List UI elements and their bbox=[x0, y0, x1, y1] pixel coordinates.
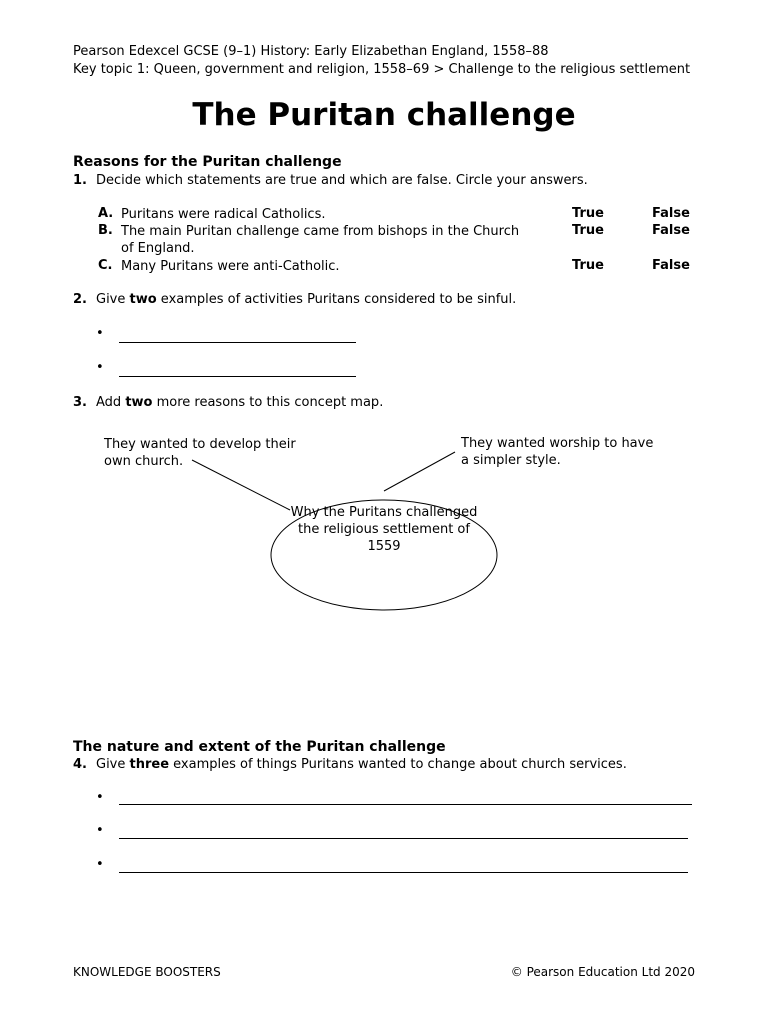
header-course-line: Pearson Edexcel GCSE (9–1) History: Early Elizabethan England, 1558–88 bbox=[73, 44, 549, 59]
q2-bullet-2: • bbox=[96, 360, 104, 375]
concept-map-reason-right: They wanted worship to have a simpler style. bbox=[461, 436, 654, 468]
question-3-number: 3. bbox=[73, 395, 87, 410]
section-heading-reasons: Reasons for the Puritan challenge bbox=[73, 154, 342, 170]
q4-answer-line-3[interactable] bbox=[119, 872, 688, 873]
statement-b-true[interactable]: True bbox=[572, 223, 604, 238]
footer-left-label: KNOWLEDGE BOOSTERS bbox=[73, 965, 221, 979]
statement-c-false[interactable]: False bbox=[652, 258, 690, 273]
section-heading-nature-extent: The nature and extent of the Puritan challenge bbox=[73, 739, 446, 755]
statement-a-text: Puritans were radical Catholics. bbox=[121, 207, 326, 222]
question-2-number: 2. bbox=[73, 292, 87, 307]
statement-a-false[interactable]: False bbox=[652, 206, 690, 221]
page-title: The Puritan challenge bbox=[192, 97, 576, 133]
question-3-text: Add two more reasons to this concept map. bbox=[96, 395, 384, 410]
q4-bullet-2: • bbox=[96, 823, 104, 838]
q4-bullet-1: • bbox=[96, 790, 104, 805]
header-topic-line: Key topic 1: Queen, government and religion, 1558–69 > Challenge to the religious settlement bbox=[73, 62, 691, 77]
statement-b-text: The main Puritan challenge came from bishops in the Church of England. bbox=[121, 224, 520, 256]
question-1-text: Decide which statements are true and which are false. Circle your answers. bbox=[96, 173, 588, 188]
question-4-text: Give three examples of things Puritans wanted to change about church services. bbox=[96, 757, 627, 772]
question-2-text: Give two examples of activities Puritans considered to be sinful. bbox=[96, 292, 517, 307]
concept-map-reason-left: They wanted to develop their own church. bbox=[104, 437, 296, 469]
statement-c-true[interactable]: True bbox=[572, 258, 604, 273]
footer-copyright: © Pearson Education Ltd 2020 bbox=[510, 965, 695, 979]
q4-answer-line-1[interactable] bbox=[119, 804, 692, 805]
statement-a-letter: A. bbox=[98, 206, 114, 221]
q2-bullet-1: • bbox=[96, 326, 104, 341]
q4-bullet-3: • bbox=[96, 857, 104, 872]
statement-c-letter: C. bbox=[98, 258, 113, 273]
q4-answer-line-2[interactable] bbox=[119, 838, 688, 839]
statement-b-false[interactable]: False bbox=[652, 223, 690, 238]
statement-b-letter: B. bbox=[98, 223, 113, 238]
question-4-number: 4. bbox=[73, 757, 87, 772]
statement-a-true[interactable]: True bbox=[572, 206, 604, 221]
statement-c-text: Many Puritans were anti-Catholic. bbox=[121, 259, 340, 274]
question-1-number: 1. bbox=[73, 173, 87, 188]
connector-right bbox=[384, 452, 455, 491]
concept-map-center-label: Why the Puritans challenged the religious settlement of 1559 bbox=[290, 505, 478, 554]
